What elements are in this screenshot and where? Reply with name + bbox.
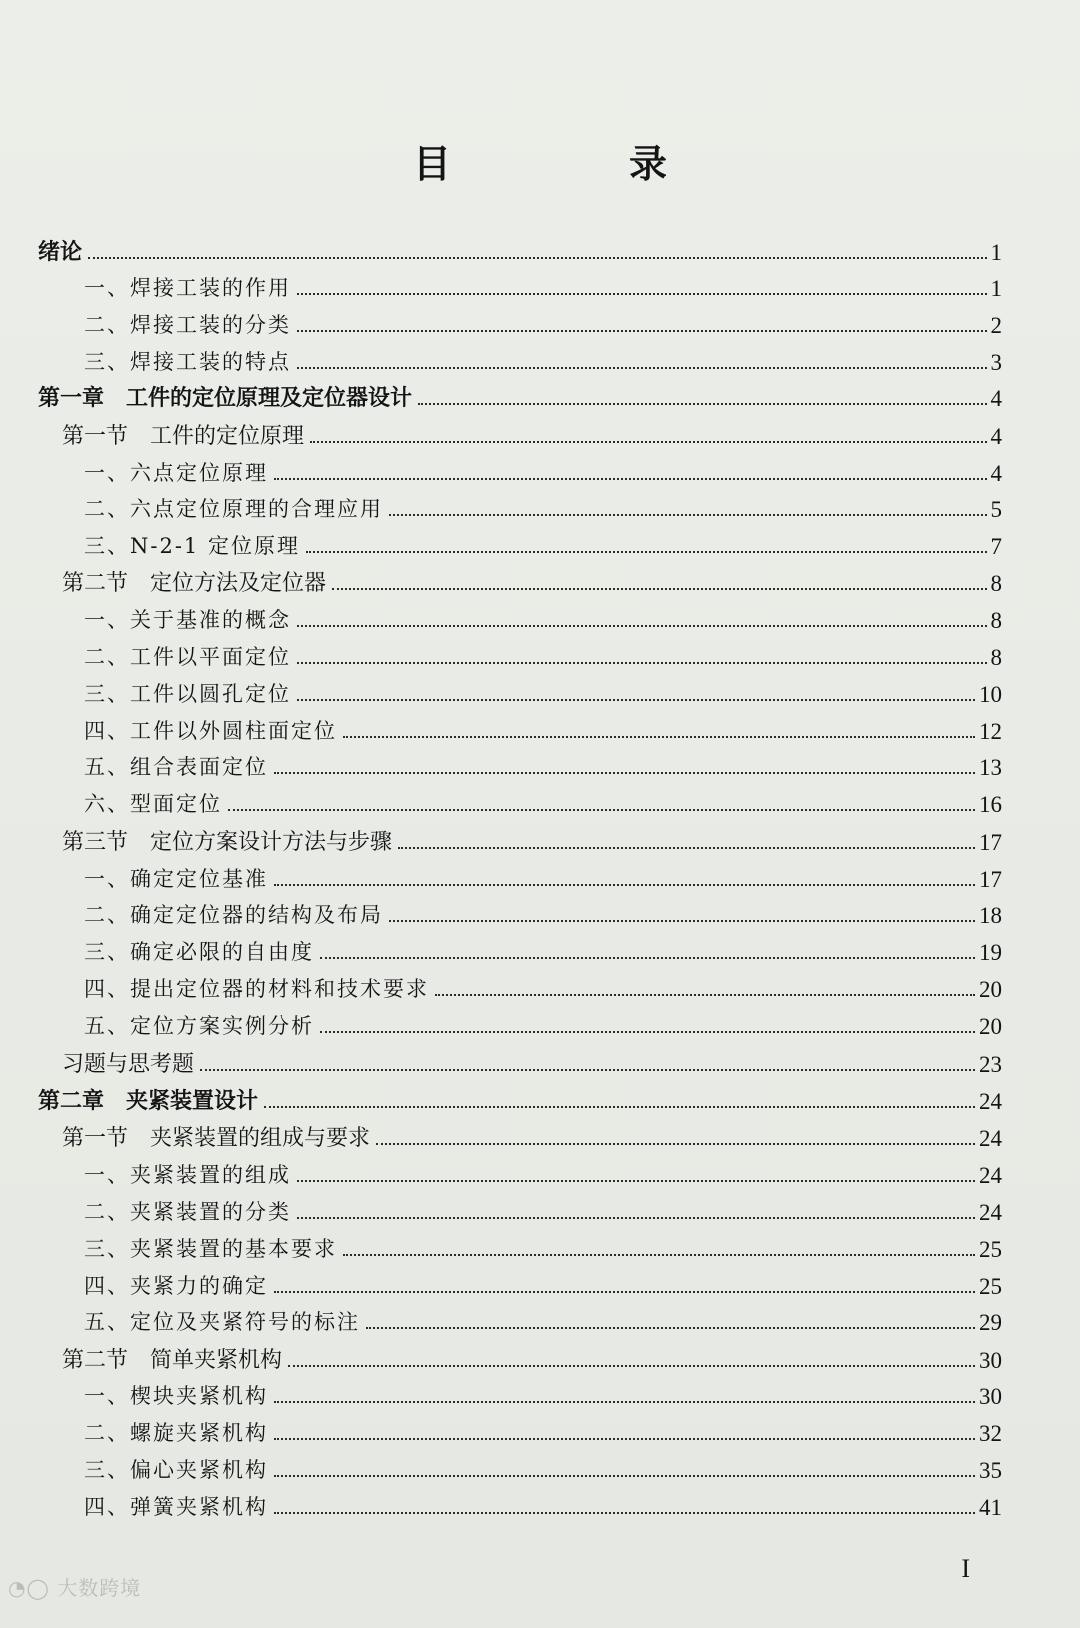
toc-entry-page: 29 bbox=[979, 1310, 1002, 1335]
dot-leader bbox=[376, 1143, 975, 1145]
toc-entry-page: 8 bbox=[990, 645, 1002, 670]
toc-entry-label: 第二节 简单夹紧机构 bbox=[62, 1348, 283, 1373]
dot-leader bbox=[88, 257, 986, 259]
toc-entry-page: 30 bbox=[979, 1348, 1002, 1373]
dot-leader bbox=[288, 1365, 975, 1367]
dot-leader bbox=[264, 1106, 975, 1108]
dot-leader bbox=[274, 1475, 975, 1477]
dot-leader bbox=[274, 478, 987, 480]
toc-entry[interactable] bbox=[84, 1004, 1002, 1040]
toc-entry-label: 二、夹紧装置的分类 bbox=[84, 1200, 291, 1224]
dot-leader bbox=[398, 847, 975, 849]
toc-entry[interactable] bbox=[84, 1153, 1002, 1189]
dot-leader bbox=[343, 736, 975, 738]
toc-entry-label: 三、焊接工装的特点 bbox=[84, 350, 291, 374]
dot-leader bbox=[389, 920, 975, 922]
toc-entry-page: 24 bbox=[979, 1200, 1002, 1225]
toc-entry-page: 20 bbox=[979, 977, 1002, 1002]
toc-entry-label: 第二章 夹紧装置设计 bbox=[38, 1089, 259, 1114]
toc-entry-page: 18 bbox=[979, 903, 1002, 928]
toc-entry[interactable] bbox=[38, 376, 1002, 412]
toc-entry[interactable] bbox=[84, 672, 1002, 708]
toc-entry[interactable] bbox=[84, 709, 1002, 745]
toc-entry-label: 第三节 定位方案设计方法与步骤 bbox=[62, 830, 393, 855]
toc-entry[interactable] bbox=[84, 1190, 1002, 1226]
toc-entry-label: 三、N-2-1 定位原理 bbox=[84, 534, 300, 558]
dot-leader bbox=[200, 1069, 975, 1071]
toc-entry[interactable] bbox=[84, 782, 1002, 818]
toc-entry-page: 19 bbox=[979, 940, 1002, 965]
toc-entry[interactable] bbox=[84, 857, 1002, 893]
toc-entry[interactable] bbox=[38, 230, 1002, 266]
toc-entry-page: 4 bbox=[990, 386, 1002, 411]
dot-leader bbox=[297, 662, 987, 664]
toc-entry-label: 三、夹紧装置的基本要求 bbox=[84, 1237, 337, 1261]
dot-leader bbox=[274, 772, 975, 774]
toc-entry-page: 35 bbox=[979, 1458, 1002, 1483]
toc-entry-page: 25 bbox=[979, 1274, 1002, 1299]
toc-entry[interactable] bbox=[84, 635, 1002, 671]
dot-leader bbox=[228, 809, 975, 811]
toc-entry[interactable] bbox=[84, 524, 1002, 560]
toc-entry-label: 五、定位方案实例分析 bbox=[84, 1014, 314, 1038]
toc-entry-page: 32 bbox=[979, 1421, 1002, 1446]
toc-entry[interactable] bbox=[84, 266, 1002, 302]
toc-entry-page: 17 bbox=[979, 867, 1002, 892]
dot-leader bbox=[297, 1217, 975, 1219]
toc-entry-page: 8 bbox=[990, 571, 1002, 596]
toc-entry-page: 24 bbox=[979, 1089, 1002, 1114]
toc-entry-page: 24 bbox=[979, 1163, 1002, 1188]
toc-entry-page: 3 bbox=[990, 350, 1002, 375]
dot-leader bbox=[297, 367, 987, 369]
toc-entry[interactable] bbox=[84, 451, 1002, 487]
dot-leader bbox=[274, 1512, 975, 1514]
dot-leader bbox=[332, 588, 986, 590]
toc-entry[interactable] bbox=[84, 340, 1002, 376]
toc-entry-page: 20 bbox=[979, 1014, 1002, 1039]
toc-entry-label: 第二节 定位方法及定位器 bbox=[62, 571, 327, 596]
bleed-through bbox=[40, 42, 664, 73]
toc-entry-page: 5 bbox=[990, 497, 1002, 522]
toc-entry-page: 10 bbox=[979, 682, 1002, 707]
toc-entry-label: 第一节 夹紧装置的组成与要求 bbox=[62, 1126, 371, 1151]
toc-entry[interactable] bbox=[84, 1411, 1002, 1447]
toc-entry-label: 二、焊接工装的分类 bbox=[84, 313, 291, 337]
dot-leader bbox=[297, 293, 987, 295]
toc-entry[interactable] bbox=[62, 1338, 1002, 1374]
toc-entry-label: 一、六点定位原理 bbox=[84, 461, 268, 485]
toc-entry[interactable] bbox=[84, 1227, 1002, 1263]
toc-entry[interactable] bbox=[62, 820, 1002, 856]
toc-entry-label: 四、工件以外圆柱面定位 bbox=[84, 719, 337, 743]
watermark-icon: ◔◯ bbox=[8, 1576, 50, 1600]
toc-entry-label: 三、确定必限的自由度 bbox=[84, 940, 314, 964]
toc-entry[interactable] bbox=[84, 1264, 1002, 1300]
toc-entry-page: 25 bbox=[979, 1237, 1002, 1262]
dot-leader bbox=[297, 699, 975, 701]
toc-entry[interactable] bbox=[84, 1448, 1002, 1484]
toc-entry[interactable] bbox=[84, 967, 1002, 1003]
toc-entry-label: 二、工件以平面定位 bbox=[84, 645, 291, 669]
toc-entry-label: 第一章 工件的定位原理及定位器设计 bbox=[38, 386, 413, 411]
toc-entry[interactable] bbox=[62, 1042, 1002, 1078]
page-number: I bbox=[961, 1554, 970, 1583]
toc-entry-page: 41 bbox=[979, 1495, 1002, 1520]
toc-entry-label: 五、定位及夹紧符号的标注 bbox=[84, 1310, 360, 1334]
dot-leader bbox=[389, 514, 987, 516]
page-title: 目 录 bbox=[412, 142, 737, 187]
toc-entry-page: 30 bbox=[979, 1384, 1002, 1409]
dot-leader bbox=[320, 1031, 975, 1033]
toc-entry[interactable] bbox=[84, 1300, 1002, 1336]
toc-entry-page: 17 bbox=[979, 830, 1002, 855]
toc-entry-label: 四、提出定位器的材料和技术要求 bbox=[84, 977, 429, 1001]
toc-entry-label: 一、关于基准的概念 bbox=[84, 608, 291, 632]
toc-entry-label: 一、夹紧装置的组成 bbox=[84, 1163, 291, 1187]
toc-entry-page: 8 bbox=[990, 608, 1002, 633]
toc-entry-label: 三、偏心夹紧机构 bbox=[84, 1458, 268, 1482]
toc-entry-page: 13 bbox=[979, 755, 1002, 780]
dot-leader bbox=[274, 1401, 975, 1403]
dot-leader bbox=[274, 884, 975, 886]
watermark-text: 大数跨境 bbox=[57, 1576, 142, 1600]
toc-entry[interactable] bbox=[62, 414, 1002, 450]
dot-leader bbox=[366, 1327, 975, 1329]
toc-entry-label: 五、组合表面定位 bbox=[84, 755, 268, 779]
toc-entry-page: 7 bbox=[990, 534, 1002, 559]
dot-leader bbox=[310, 441, 986, 443]
toc-entry-page: 1 bbox=[990, 240, 1002, 265]
toc-entry[interactable] bbox=[84, 930, 1002, 966]
dot-leader bbox=[297, 1180, 975, 1182]
toc-entry-page: 1 bbox=[990, 276, 1002, 301]
toc-entry[interactable] bbox=[62, 561, 1002, 597]
toc-entry[interactable] bbox=[84, 487, 1002, 523]
toc-entry-label: 习题与思考题 bbox=[62, 1052, 195, 1077]
toc-entry[interactable] bbox=[84, 1485, 1002, 1521]
toc-entry[interactable] bbox=[84, 893, 1002, 929]
toc-entry[interactable] bbox=[84, 745, 1002, 781]
toc-entry-page: 24 bbox=[979, 1126, 1002, 1151]
toc-entry[interactable] bbox=[84, 1374, 1002, 1410]
dot-leader bbox=[274, 1291, 975, 1293]
toc-entry[interactable] bbox=[38, 1079, 1002, 1115]
toc-entry[interactable] bbox=[62, 1116, 1002, 1152]
toc-entry-label: 六、型面定位 bbox=[84, 792, 222, 816]
toc-entry-page: 2 bbox=[990, 313, 1002, 338]
dot-leader bbox=[297, 625, 987, 627]
toc-entry-label: 第一节 工件的定位原理 bbox=[62, 424, 305, 449]
toc-entry-label: 四、夹紧力的确定 bbox=[84, 1274, 268, 1298]
dot-leader bbox=[274, 1438, 975, 1440]
dot-leader bbox=[320, 957, 975, 959]
dot-leader bbox=[343, 1254, 975, 1256]
toc-entry-label: 一、确定定位基准 bbox=[84, 867, 268, 891]
toc-entry-page: 4 bbox=[990, 424, 1002, 449]
toc-entry-label: 三、工件以圆孔定位 bbox=[84, 682, 291, 706]
toc-entry[interactable] bbox=[84, 303, 1002, 339]
dot-leader bbox=[418, 403, 986, 405]
toc-entry-label: 绪论 bbox=[38, 240, 83, 265]
toc-entry-label: 二、六点定位原理的合理应用 bbox=[84, 497, 383, 521]
toc-entry-label: 一、焊接工装的作用 bbox=[84, 276, 291, 300]
dot-leader bbox=[306, 551, 987, 553]
toc-entry-label: 四、弹簧夹紧机构 bbox=[84, 1495, 268, 1519]
toc-entry-label: 一、楔块夹紧机构 bbox=[84, 1384, 268, 1408]
toc-entry-page: 16 bbox=[979, 792, 1002, 817]
toc-entry-page: 4 bbox=[990, 461, 1002, 486]
watermark-logo bbox=[8, 1572, 141, 1601]
dot-leader bbox=[297, 330, 987, 332]
toc-entry-page: 12 bbox=[979, 719, 1002, 744]
toc-entry-label: 二、确定定位器的结构及布局 bbox=[84, 903, 383, 927]
dot-leader bbox=[435, 994, 975, 996]
toc-entry-page: 23 bbox=[979, 1052, 1002, 1077]
toc-entry-label: 二、螺旋夹紧机构 bbox=[84, 1421, 268, 1445]
toc-entry[interactable] bbox=[84, 598, 1002, 634]
